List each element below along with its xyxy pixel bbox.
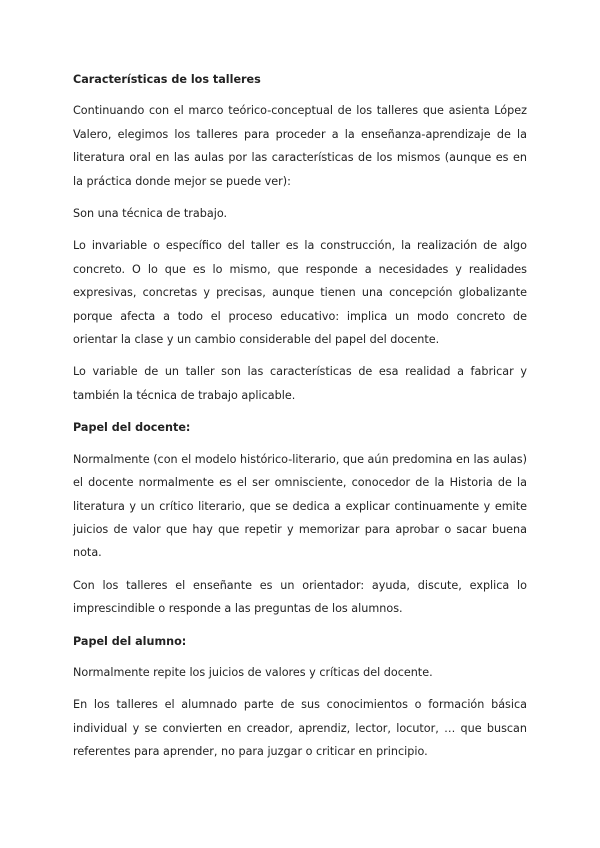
paragraph-alumno-talleres: En los talleres el alumnado parte de sus conocimientos o formación básica individual y se convierten en creador, aprendiz, lector, locutor, … que buscan referentes para aprender, no para juzgar o criticar en principio.: [73, 698, 527, 759]
paragraph-docente-talleres: Con los talleres el enseñante es un orientador: ayuda, discute, explica lo imprescindible o responde a las preguntas de los alumnos.: [73, 578, 527, 616]
paragraph-invariable: Lo invariable o específico del taller es la construcción, la realización de algo concreto. O lo que es lo mismo, que responde a necesidades y realidades expresivas, concretas y precisas, aunque tienen una concepción globalizante porque afecta a todo el proceso educativo: implica un modo concreto de orientar la clase y un cambio considerable del papel del docente.: [73, 239, 527, 347]
heading-papel-docente: Papel del docente:: [73, 421, 191, 435]
paragraph-intro: Continuando con el marco teórico-conceptual de los talleres que asienta López Valero, elegimos los talleres para proceder a la enseñanza-aprendizaje de la literatura oral en las aulas por las características de los mismos (aunque es en la práctica donde mejor se puede ver):: [73, 104, 527, 188]
document-page: [73, 68, 527, 773]
heading-papel-alumno: Papel del alumno:: [73, 634, 187, 648]
paragraph-docente-tradicional: Normalmente (con el modelo histórico-literario, que aún predomina en las aulas) el docente normalmente es el ser omnisciente, conocedor de la Historia de la literatura y un crítico literario, que se dedica a explicar continuamente y emite juicios de valor que hay que repetir y memorizar para aprobar o sacar buena nota.: [73, 452, 527, 560]
paragraph-variable: Lo variable de un taller son las características de esa realidad a fabricar y también la técnica de trabajo aplicable.: [73, 365, 527, 402]
heading-caracteristicas: Características de los talleres: [73, 73, 261, 86]
paragraph-alumno-tradicional: Normalmente repite los juicios de valores y críticas del docente.: [73, 665, 433, 679]
paragraph-tecnica: Son una técnica de trabajo.: [73, 207, 228, 221]
